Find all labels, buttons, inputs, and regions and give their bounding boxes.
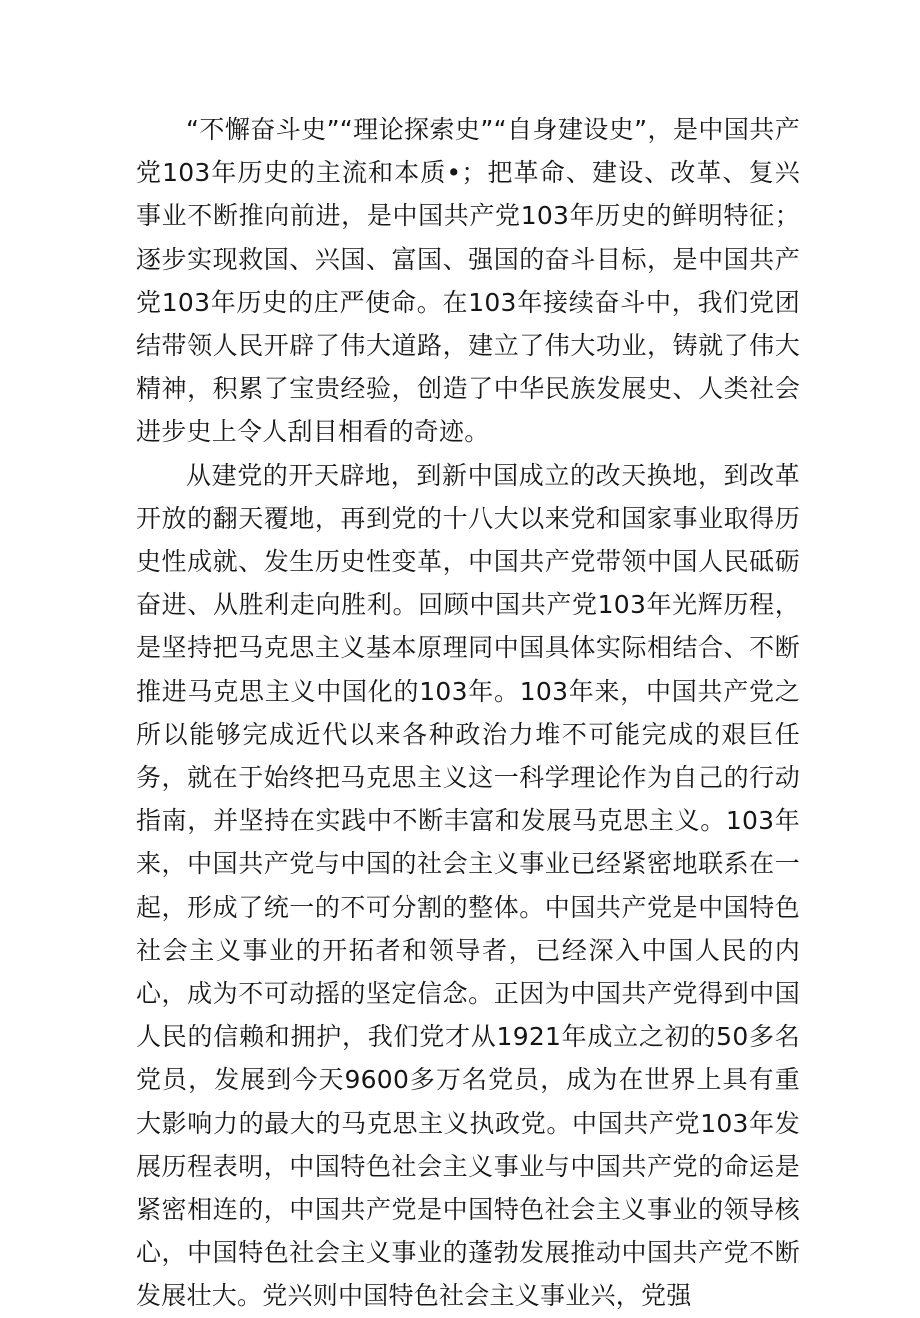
body-text bbox=[136, 108, 800, 1318]
paragraph-2: 从建党的开天辟地，到新中国成立的改天换地，到改革开放的翻天覆地，再到党的十八大以来党和国家事业取得历史性成就、发生历史性变革，中国共产党带领中国人民砥砺奋进、从胜利走向胜利。回顾中国共产党103年光辉历程，是坚持把马克思主义基本原理同中国具体实际相结合、不断推进马克思主义中国化的103年。103年来，中国共产党之所以能够完成近代以来各种政治力堆不可能完成的艰巨任务，就在于始终把马克思主义这一科学理论作为自己的行动指南，并坚持在实践中不断丰富和发展马克思主义。103年来，中国共产党与中国的社会主义事业已经紧密地联系在一起，形成了统一的不可分割的整体。中国共产党是中国特色社会主义事业的开拓者和领导者，已经深入中国人民的内心，成为不可动摇的坚定信念。正因为中国共产党得到中国人民的信赖和拥护，我们党才从1921年成立之初的50多名党员，发展到今天9600多万名党员，成为在世界上具有重大影响力的最大的马克思主义执政党。中国共产党103年发展历程表明，中国特色社会主义事业与中国共产党的命运是紧密相连的，中国共产党是中国特色社会主义事业的领导核心，中国特色社会主义事业的蓬勃发展推动中国共产党不断发展壮大。党兴则中国特色社会主义事业兴，党强 bbox=[136, 460, 800, 1311]
paragraph-1: “不懈奋斗史”“理论探索史”“自身建设史”，是中国共产党103年历史的主流和本质•；把革命、建设、改革、复兴事业不断推向前进，是中国共产党103年历史的鲜明特征；逐步实现救国、兴国、富国、强国的奋斗目标，是中国共产党103年历史的庄严使命。在103年接续奋斗中，我们党团结带领人民开辟了伟大道路，建立了伟大功业，铸就了伟大精神，积累了宝贵经验，创造了中华民族发展史、人类社会进步史上令人刮目相看的奇迹。 bbox=[136, 115, 800, 447]
